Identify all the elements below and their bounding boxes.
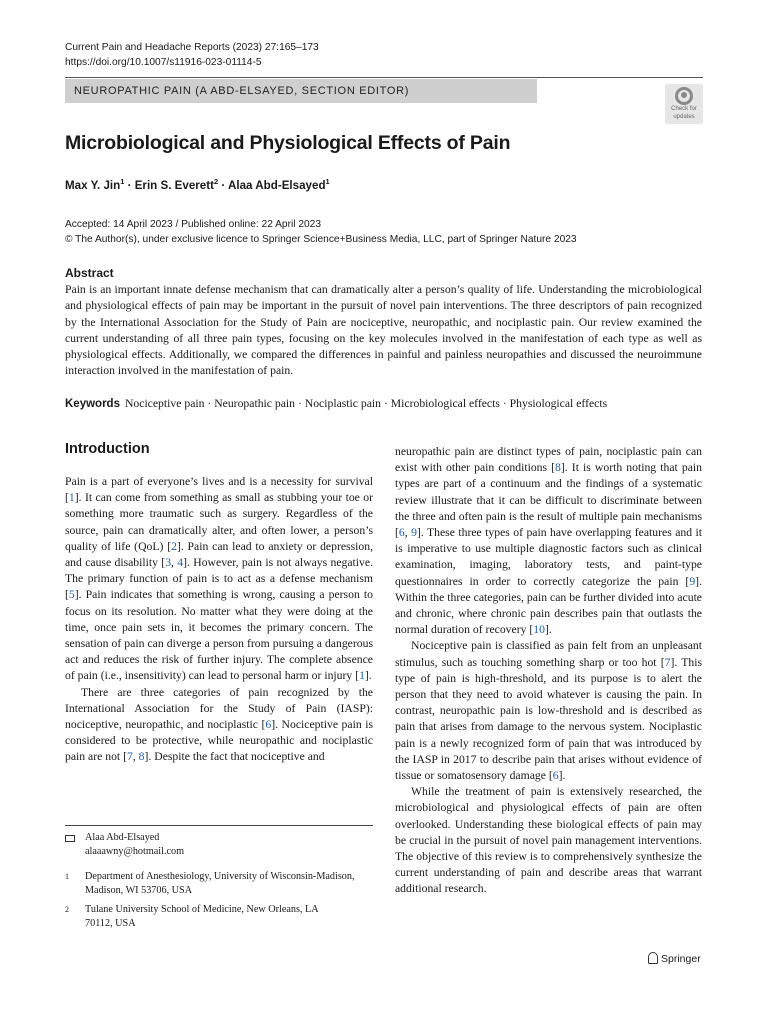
check-for-updates-icon [675,87,693,105]
springer-horse-icon [648,952,658,964]
keywords-line [65,397,607,410]
citation-link[interactable]: 8 [555,461,561,475]
envelope-icon [65,835,75,842]
check-for-updates-label-2: updates [673,113,695,120]
author-affiliation-mark: 1 [325,177,330,186]
body-paragraph: Nociceptive pain is classified as pain felt from an unpleasant stimulus, such as touching something sharp or too hot [7]. This type of pain is high-threshold, and its purpose is to alert the person that they need to avoid whatever is causing the pain. In contrast, neuropathic pain is low-threshold and is described as pain that arises from damage to the nervous system. Nociplastic pain is a newly recognized form of pain that was introduced by the IASP in 2017 to describe pain that arises without evidence of tissue or somatosensory damage [6]. [395,639,702,783]
doi-link[interactable]: https://doi.org/10.1007/s11916-023-01114-5 [65,57,262,68]
article-title: Microbiological and Physiological Effects of Pain [65,132,511,154]
author-affiliation-mark: 2 [213,177,219,186]
affiliation-text: Tulane University School of Medicine, New Orleans, LA 70112, USA [85,904,319,929]
citation-link[interactable]: 6 [265,718,272,732]
body-paragraph: Pain is a part of everyone’s lives and is a necessity for survival [1]. It can come from something as small as stubbing your toe or something more traumatic such as surgery. Regardless of the source, pain can dramatically alter, and often lower, a person’s quality of life (QoL) [2]. Pain can lead to anxiety or depression, and cause disability [3, 4]. However, pain is not always negative. The primary function of pain is to act as a defense mechanism [5]. Pain indicates that something is wrong, causing a person to focus on its resolution. No matter what they were doing at the time, once pain sets in, it becomes the primary concern. The sensation of pain can diverge a person from pursuing a dangerous act and reduces the risk of further injury. The complete absence of pain (i.e., insensitivity) can lead to personal harm or injury [1]. [65,475,374,683]
check-for-updates-badge[interactable] [665,84,703,124]
header-divider [65,77,703,78]
check-for-updates-label-1: Check for [671,106,697,112]
citation-link[interactable]: 9 [411,526,417,540]
author-separator: · [124,178,135,192]
abstract-text: Pain is an important innate defense mechanism that can dramatically alter a person’s quality of life. Understanding the microbiological and physiological effects of pain may be important in the pursuit of novel pain interventions. The three descriptors of pain recognized by the International Association for the Study of Pain are nociceptive, neuropathic, and nociplastic pain. Our review examined the current understanding of all three pain types, focusing on the key molecules involved in the manifestation of each type as well as physiological effects. Additionally, we compared the differences in painful and painless neuropathies and discussed the neuroimmune interaction involved in the manifestation of pain. [65,283,702,378]
citation-link[interactable]: 6 [398,526,405,540]
author-separator: · [218,178,229,192]
affiliation-2 [65,903,345,930]
citation-link[interactable]: 1 [359,669,365,683]
author-name[interactable]: Erin S. Everett [134,178,214,192]
author-list [65,177,330,192]
journal-header [65,40,319,70]
citation-link[interactable]: 10 [533,623,545,637]
publication-dates: Accepted: 14 April 2023 / Published online: 22 April 2023 [65,219,321,230]
publication-info [65,217,577,247]
affiliation-1 [65,870,355,897]
citation-link[interactable]: 5 [68,588,75,602]
body-column-right [395,444,702,898]
section-banner: NEUROPATHIC PAIN (A ABD-ELSAYED, SECTION EDITOR) [65,79,537,103]
keywords-list: Nociceptive pain · Neuropathic pain · Nociplastic pain · Microbiological effects · Physiological effects [124,397,608,410]
author-affiliation-mark: 1 [120,177,125,186]
affiliation-mark: 2 [65,905,69,914]
citation-link[interactable]: 3 [165,556,172,570]
citation-link[interactable]: 7 [126,750,133,764]
corresponding-author [65,831,184,858]
contact-email[interactable]: alaaawny@hotmail.com [85,845,185,857]
publisher-name: Springer [661,953,701,965]
author-name[interactable]: Max Y. Jin [65,178,121,192]
citation-link[interactable]: 4 [177,556,184,570]
citation-link[interactable]: 7 [664,655,671,669]
affiliation-text: Department of Anesthesiology, University of Wisconsin-Madison, Madison, WI 53706, USA [85,871,355,896]
citation-link[interactable]: 8 [138,750,145,764]
citation-link[interactable]: 9 [689,574,696,588]
publisher-logo [648,952,701,965]
body-column-left [65,474,373,766]
abstract-heading: Abstract [65,266,114,280]
introduction-heading: Introduction [65,441,150,457]
body-paragraph: neuropathic pain are distinct types of pain, nociplastic pain can exist with other pain conditions [8]. It is worth noting that pain types are part of a continuum and the findings of a systematic review illustrate that it can be difficult to discriminate between the three and often pain is the result of multiple pain mechanisms [6, 9]. These three types of pain have overlapping features and it is imperative to use multiple diagnostic factors such as clinical examination, imaging, laboratory tests, and paint-type questionnaires in order to correctly categorize the pain [9]. Within the three categories, pain can be further divided into acute and chronic, where chronic pain describes pain that outlasts the normal duration of recovery [10]. [395,445,703,637]
copyright-notice: © The Author(s), under exclusive licence to Springer Science+Business Media, LLC, part of Springer Nature 2023 [65,234,577,245]
journal-citation: Current Pain and Headache Reports (2023) 27:165–173 [65,42,319,53]
body-paragraph: There are three categories of pain recognized by the International Association for the Study of Pain (IASP): nociceptive, neuropathic, and nociplastic [6]. Nociceptive pain is considered to be protective, while neuropathic and nociplastic pain are not [7, 8]. Despite the fact that nociceptive and [65,685,373,764]
author-name[interactable]: Alaa Abd-Elsayed [228,178,326,192]
citation-link[interactable]: 2 [171,539,177,553]
citation-link[interactable]: 6 [552,769,559,783]
citation-link[interactable]: 1 [68,491,75,505]
footnote-divider [65,825,373,826]
contact-name: Alaa Abd-Elsayed [85,832,160,843]
body-paragraph: While the treatment of pain is extensively researched, the microbiological and physiological effects of pain are often overlooked. Understanding these biological effects of pain may be crucial in the pursuit of novel pain management interventions. The objective of this review is to comprehensively synthesize the current understanding of pain and describe areas that warrant additional research. [395,785,702,896]
keywords-label: Keywords [65,398,120,410]
affiliation-mark: 1 [65,872,69,881]
